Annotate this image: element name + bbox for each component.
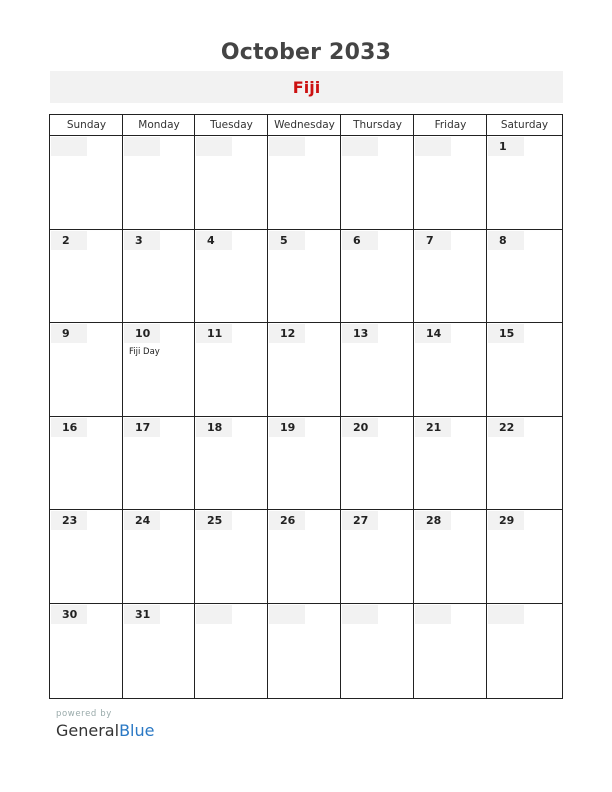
day-cell[interactable] xyxy=(50,417,122,510)
day-number-box xyxy=(196,605,232,624)
day-number: 2 xyxy=(62,234,70,247)
day-number: 30 xyxy=(62,608,78,621)
day-number-box xyxy=(415,511,451,530)
day-cell[interactable] xyxy=(341,230,413,323)
weekday-monday: Monday xyxy=(138,119,180,131)
day-cell[interactable] xyxy=(50,230,122,323)
day-number-box xyxy=(196,324,232,343)
empty-day-cell xyxy=(487,604,561,697)
day-cell[interactable] xyxy=(195,510,267,603)
day-number-box xyxy=(415,605,451,624)
day-number-box xyxy=(51,137,87,156)
day-number-box xyxy=(269,605,305,624)
empty-day-cell xyxy=(341,604,413,697)
day-number: 17 xyxy=(135,421,151,434)
day-number-box xyxy=(51,511,87,530)
day-cell[interactable] xyxy=(268,417,340,510)
day-number-box xyxy=(51,231,87,250)
day-number-box xyxy=(269,418,305,437)
empty-day-cell xyxy=(195,136,267,229)
day-cell[interactable] xyxy=(341,417,413,510)
day-number-box xyxy=(342,418,378,437)
weekday-friday: Friday xyxy=(434,119,467,131)
empty-day-cell xyxy=(268,136,340,229)
day-cell[interactable] xyxy=(195,230,267,323)
day-number-box xyxy=(51,324,87,343)
day-number-box xyxy=(51,418,87,437)
day-number: 9 xyxy=(62,327,70,340)
day-number-box xyxy=(124,324,160,343)
day-number: 22 xyxy=(499,421,515,434)
day-number-box xyxy=(342,231,378,250)
day-number-box xyxy=(415,324,451,343)
day-number: 21 xyxy=(426,421,442,434)
day-number: 3 xyxy=(135,234,143,247)
day-number: 28 xyxy=(426,514,442,527)
brand-blue: Blue xyxy=(119,721,155,740)
day-number-box xyxy=(124,137,160,156)
day-number: 14 xyxy=(426,327,442,340)
day-cell[interactable] xyxy=(123,604,194,697)
day-cell[interactable] xyxy=(414,510,486,603)
day-number-box xyxy=(342,605,378,624)
day-cell[interactable] xyxy=(50,510,122,603)
day-cell[interactable] xyxy=(414,417,486,510)
day-number-box xyxy=(488,605,524,624)
day-number: 27 xyxy=(353,514,369,527)
day-number-box xyxy=(196,511,232,530)
day-cell[interactable] xyxy=(123,230,194,323)
empty-day-cell xyxy=(50,136,122,229)
weekday-sunday: Sunday xyxy=(66,119,107,131)
day-number-box xyxy=(269,324,305,343)
day-number-box xyxy=(488,418,524,437)
day-number: 4 xyxy=(207,234,215,247)
day-number-box xyxy=(488,231,524,250)
day-cell[interactable] xyxy=(50,604,122,697)
day-cell[interactable] xyxy=(487,136,561,229)
day-number: 29 xyxy=(499,514,515,527)
brand-general: General xyxy=(56,721,120,740)
day-number-box xyxy=(124,605,160,624)
empty-day-cell xyxy=(268,604,340,697)
day-number-box xyxy=(488,511,524,530)
day-number-box xyxy=(415,231,451,250)
day-number-box xyxy=(124,418,160,437)
day-number-box xyxy=(124,231,160,250)
empty-day-cell xyxy=(414,136,486,229)
day-number: 6 xyxy=(353,234,361,247)
day-number: 10 xyxy=(135,327,151,340)
empty-day-cell xyxy=(195,604,267,697)
day-number-box xyxy=(342,324,378,343)
country-banner xyxy=(50,71,563,103)
day-cell[interactable] xyxy=(487,230,561,323)
day-cell[interactable] xyxy=(487,417,561,510)
day-number-box xyxy=(269,137,305,156)
day-cell[interactable] xyxy=(268,230,340,323)
day-number: 12 xyxy=(280,327,296,340)
day-number: 31 xyxy=(135,608,151,621)
day-cell[interactable] xyxy=(268,323,340,416)
day-number: 26 xyxy=(280,514,296,527)
day-number: 20 xyxy=(353,421,369,434)
day-number-box xyxy=(488,324,524,343)
day-number: 5 xyxy=(280,234,288,247)
day-number: 13 xyxy=(353,327,369,340)
day-number-box xyxy=(342,511,378,530)
day-cell[interactable] xyxy=(195,417,267,510)
day-cell[interactable] xyxy=(341,323,413,416)
country-name: Fiji xyxy=(292,77,321,97)
day-number: 24 xyxy=(135,514,151,527)
day-number-box xyxy=(488,137,524,156)
weekday-tuesday: Tuesday xyxy=(210,119,253,131)
calendar-title: October 2033 xyxy=(220,40,392,65)
empty-day-cell xyxy=(414,604,486,697)
day-number-box xyxy=(51,605,87,624)
day-number-box xyxy=(196,418,232,437)
day-cell[interactable] xyxy=(50,323,122,416)
weekday-wednesday: Wednesday xyxy=(274,119,335,131)
weekday-thursday: Thursday xyxy=(353,119,402,131)
day-cell[interactable] xyxy=(268,510,340,603)
day-cell[interactable] xyxy=(123,417,194,510)
day-cell[interactable] xyxy=(487,510,561,603)
day-number-box xyxy=(196,231,232,250)
day-number-box xyxy=(342,137,378,156)
day-number: 19 xyxy=(280,421,296,434)
calendar-grid xyxy=(49,114,563,699)
day-cell[interactable] xyxy=(414,323,486,416)
day-cell[interactable] xyxy=(487,323,561,416)
day-cell[interactable] xyxy=(123,323,194,416)
brand-logo[interactable] xyxy=(56,721,154,740)
day-number-box xyxy=(269,511,305,530)
powered-by-text: powered by xyxy=(56,709,112,719)
day-number: 16 xyxy=(62,421,78,434)
day-number: 8 xyxy=(499,234,507,247)
day-cell[interactable] xyxy=(414,230,486,323)
footer-branding xyxy=(56,709,154,740)
empty-day-cell xyxy=(341,136,413,229)
day-number: 25 xyxy=(207,514,223,527)
day-number: 1 xyxy=(499,140,507,153)
day-number-box xyxy=(415,137,451,156)
day-cell[interactable] xyxy=(123,510,194,603)
day-number-box xyxy=(124,511,160,530)
day-number: 18 xyxy=(207,421,223,434)
day-number-box xyxy=(415,418,451,437)
day-number-box xyxy=(196,137,232,156)
day-number: 23 xyxy=(62,514,78,527)
day-cell[interactable] xyxy=(341,510,413,603)
weekday-saturday: Saturday xyxy=(500,119,549,131)
day-number-box xyxy=(269,231,305,250)
day-number: 15 xyxy=(499,327,515,340)
day-number: 7 xyxy=(426,234,434,247)
empty-day-cell xyxy=(123,136,194,229)
day-number: 11 xyxy=(207,327,223,340)
day-cell[interactable] xyxy=(195,323,267,416)
holiday-label: Fiji Day xyxy=(129,347,160,357)
